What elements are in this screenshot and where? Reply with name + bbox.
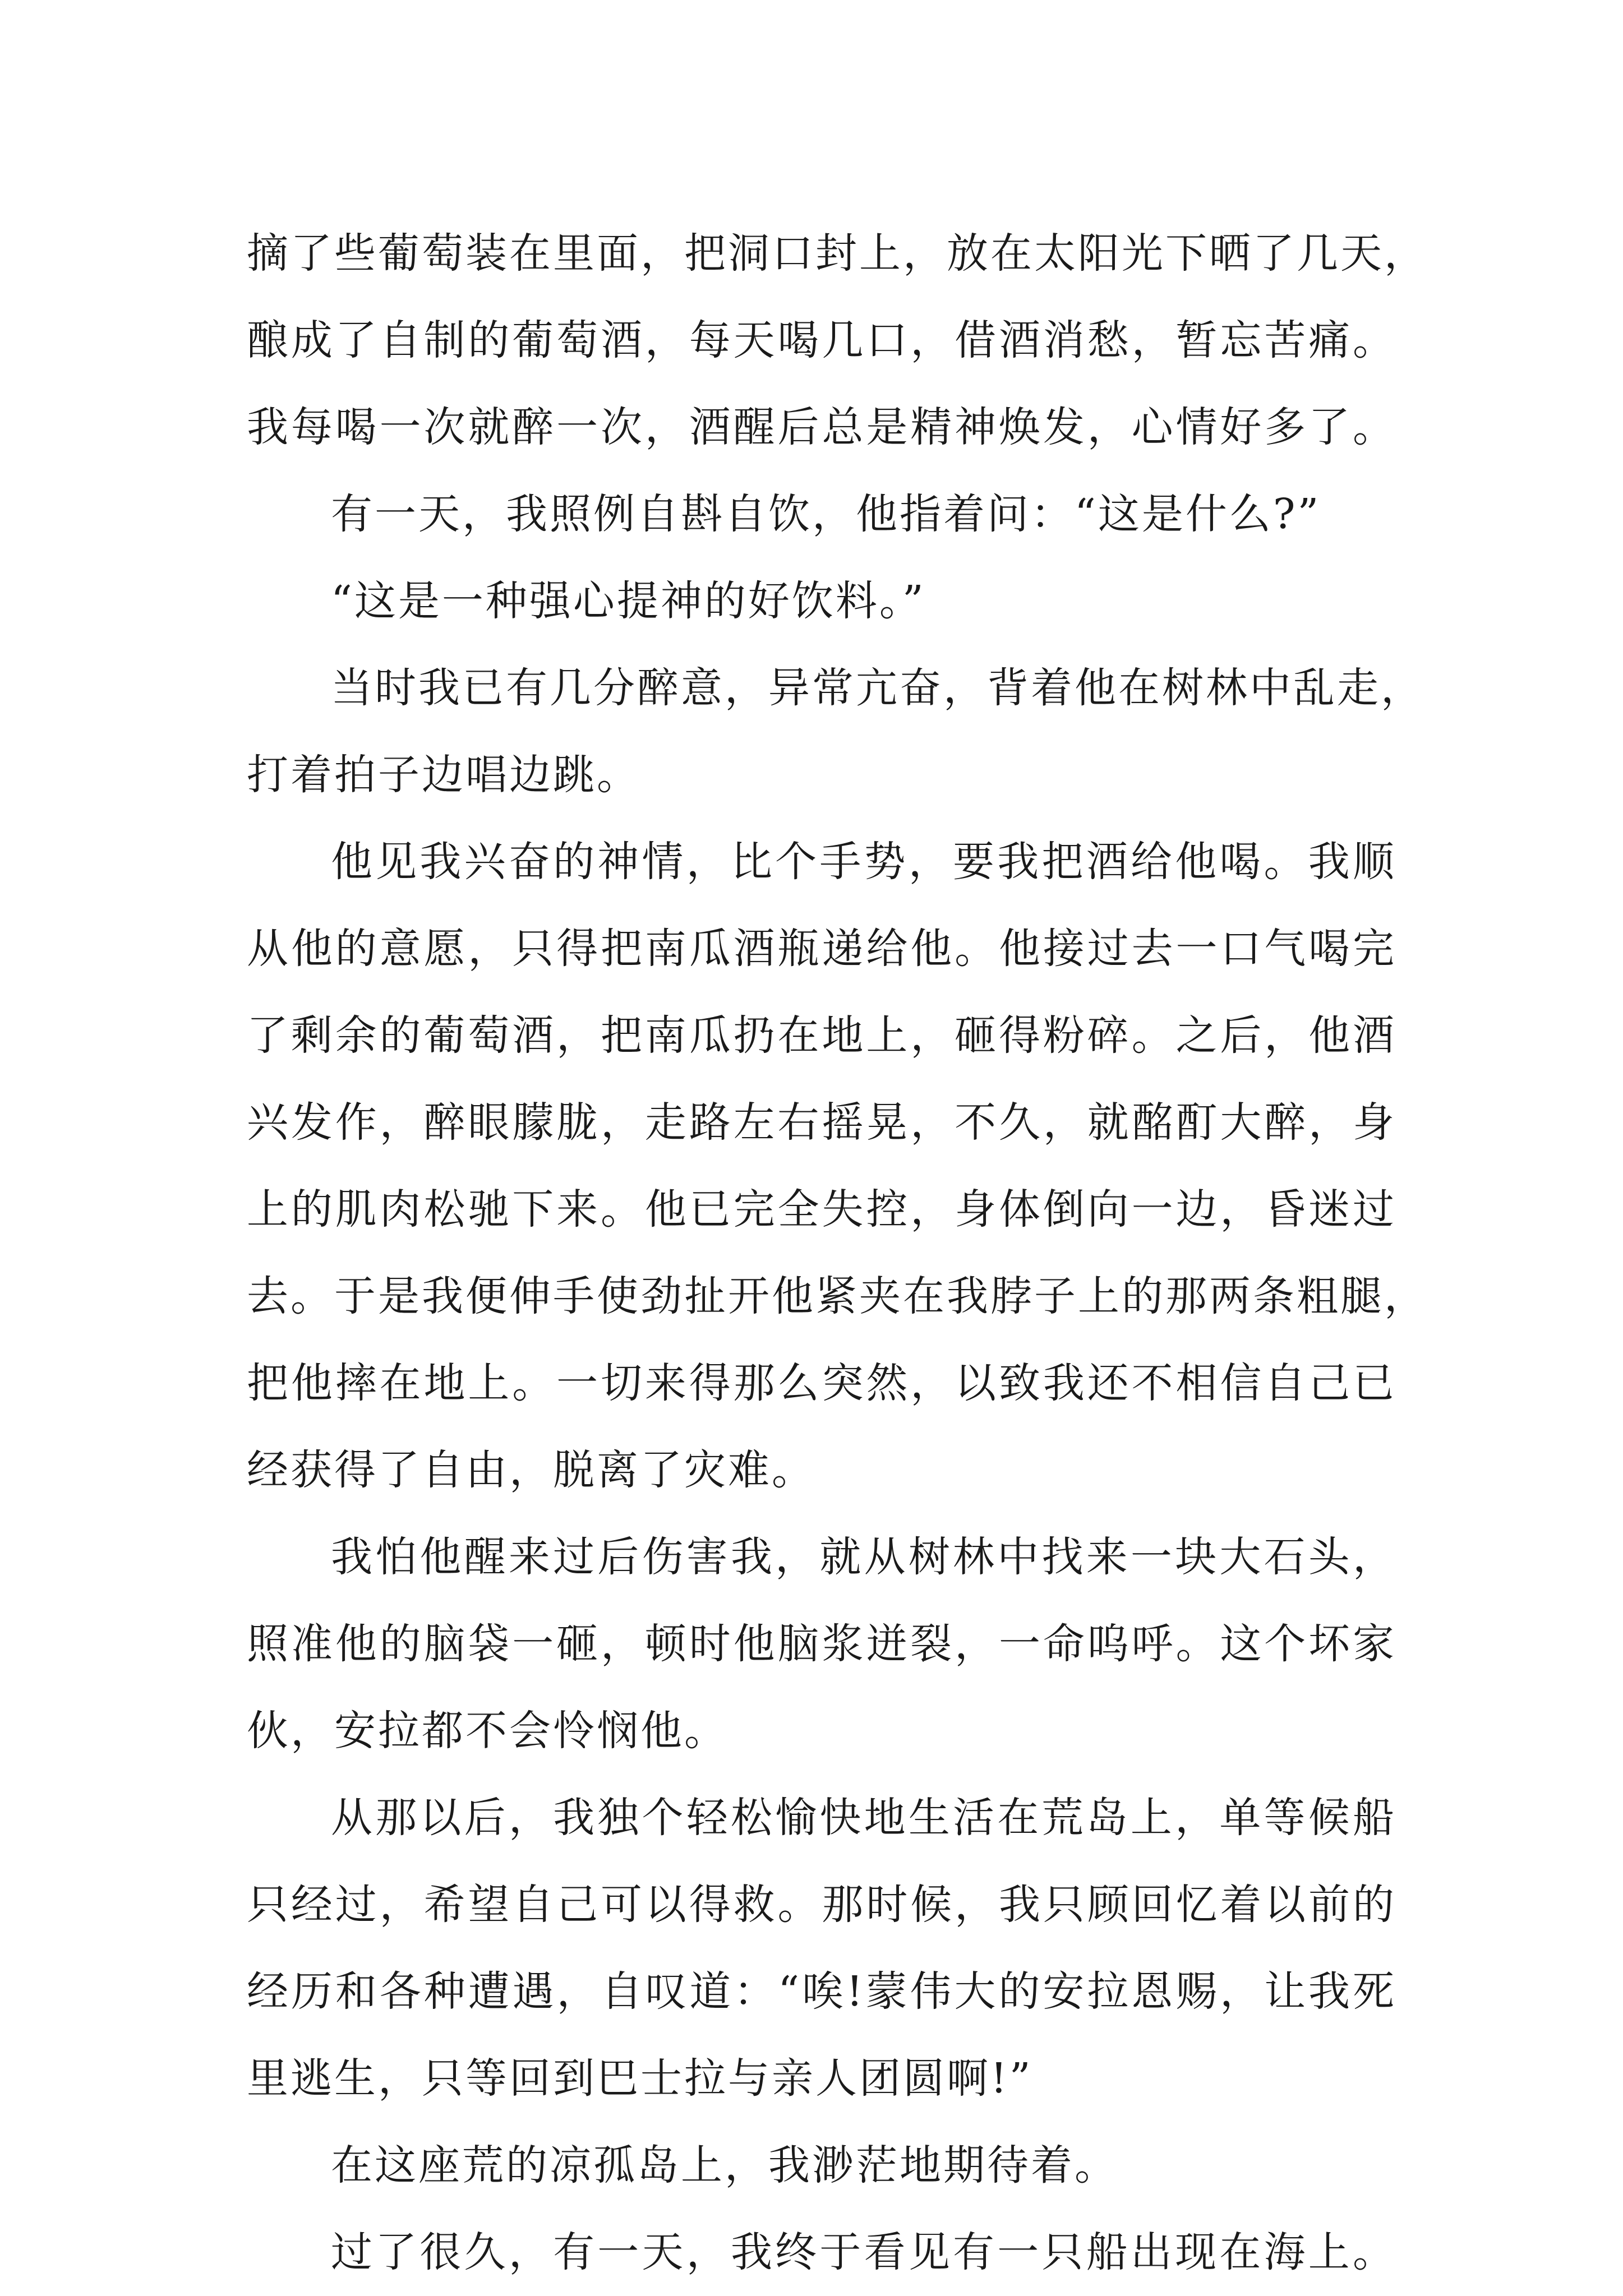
text-line: 经历和各种遭遇，自叹道：“唉!蒙伟大的安拉恩赐，让我死 [247,1967,1396,2016]
text-line: 在这座荒的凉孤岛上，我渺茫地期待着。 [331,2141,1118,2189]
text-line: 过了很久，有一天，我终于看见有一只船出现在海上。 [331,2228,1396,2276]
text-line: 有一天，我照例自斟自饮，他指着问：“这是什么?” [331,490,1321,538]
text-line: 了剩余的葡萄酒，把南瓜扔在地上，砸得粉碎。之后，他酒 [247,1011,1396,1060]
text-line: 兴发作，醉眼朦胧，走路左右摇晃，不久，就酩酊大醉，身 [247,1098,1396,1147]
text-line: 从他的意愿，只得把南瓜酒瓶递给他。他接过去一口气喝完 [247,925,1396,973]
text-line: 上的肌肉松驰下来。他已完全失控，身体倒向一边，昏迷过 [247,1185,1396,1234]
text-line: 从那以后，我独个轻松愉快地生活在荒岛上，单等候船 [331,1794,1396,1842]
text-line: 把他摔在地上。一切来得那么突然，以致我还不相信自己已 [247,1359,1396,1407]
text-line: 打着拍子边唱边跳。 [247,751,640,799]
text-line: 摘了些葡萄装在里面，把洞口封上，放在太阳光下晒了几天， [247,229,1428,278]
body-text [247,210,1428,2296]
text-line: 经获得了自由，脱离了灾难。 [247,1446,815,1494]
text-line: 只经过，希望自己可以得救。那时候，我只顾回忆着以前的 [247,1881,1396,1929]
text-line: 我怕他醒来过后伤害我，就从树林中找来一块大石头， [331,1533,1396,1581]
text-line: 照准他的脑袋一砸，顿时他脑浆迸裂，一命呜呼。这个坏家 [247,1620,1396,1668]
text-line: 酿成了自制的葡萄酒，每天喝几口，借酒消愁，暂忘苦痛。 [247,316,1396,364]
text-line: 里逃生，只等回到巴士拉与亲人团圆啊!” [247,2054,1033,2103]
text-line: “这是一种强心提神的好饮料。” [331,577,926,625]
text-line: 伙，安拉都不会怜悯他。 [247,1707,728,1755]
text-line: 去。于是我便伸手使劲扯开他紧夹在我脖子上的那两条粗腿， [247,1272,1428,1320]
text-line: 他见我兴奋的神情，比个手势，要我把酒给他喝。我顺 [331,838,1396,886]
text-line: 当时我已有几分醉意，异常亢奋，背着他在树林中乱走， [331,664,1424,712]
text-line: 我每喝一次就醉一次，酒醒后总是精神焕发，心情好多了。 [247,403,1396,451]
